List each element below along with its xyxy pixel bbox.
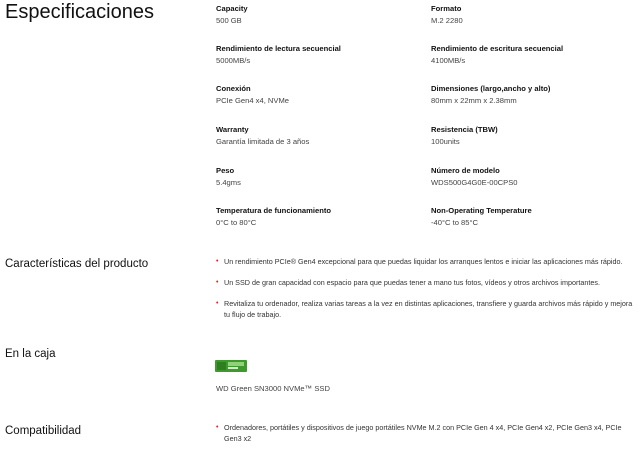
spec-value: WDS500G4G0E-00CPS0	[431, 178, 518, 187]
spec-item-modelo	[431, 166, 631, 188]
bullet-icon: •	[216, 424, 219, 431]
feature-text: Un rendimiento PCIe® Gen4 excepcional para que puedas liquidar los arranques lentos e iniciar las aplicaciones más rápido.	[224, 257, 623, 266]
compat-title: Compatibilidad	[5, 425, 82, 437]
box-item: WD Green SN3000 NVMe™ SSD	[216, 384, 330, 393]
spec-value: 500 GB	[216, 16, 242, 25]
list-item	[216, 298, 636, 320]
compat-text: Ordenadores, portátiles y dispositivos de juego portátiles NVMe M.2 con PCIe Gen 4 x4, PCIe Gen4 x2, PCIe Gen3 x4, PCIe Gen3 x2	[224, 423, 622, 443]
spec-label: Peso	[216, 166, 235, 175]
spec-value: PCIe Gen4 x4, NVMe	[216, 96, 290, 105]
spec-label: Conexión	[216, 84, 251, 93]
list-item	[216, 422, 636, 444]
spec-item-temp-func	[216, 206, 416, 228]
spec-item-write	[431, 44, 631, 66]
feature-text: Un SSD de gran capacidad con espacio para que puedas tener a mano tus fotos, vídeos y otros archivos importantes.	[224, 278, 600, 287]
spec-value: Garantía limitada de 3 años	[216, 137, 310, 146]
list-item	[216, 277, 636, 288]
spec-value: 5000MB/s	[216, 56, 251, 65]
spec-label: Dimensiones (largo,ancho y alto)	[431, 84, 551, 93]
bullet-icon: •	[216, 258, 219, 265]
spec-label: Formato	[431, 4, 462, 13]
spec-item-tbw	[431, 125, 631, 147]
spec-value: 5.4gms	[216, 178, 241, 187]
spec-item-conexion	[216, 84, 416, 106]
box-title: En la caja	[5, 348, 56, 360]
spec-label: Warranty	[216, 125, 249, 134]
spec-item-peso	[216, 166, 416, 188]
spec-item-read	[216, 44, 416, 66]
spec-value: -40°C to 85°C	[431, 218, 479, 227]
spec-value: 4100MB/s	[431, 56, 466, 65]
spec-value: 80mm x 22mm x 2.38mm	[431, 96, 517, 105]
spec-label: Rendimiento de lectura secuencial	[216, 44, 341, 53]
spec-label: Rendimiento de escritura secuencial	[431, 44, 564, 53]
spec-item-capacity	[216, 4, 416, 26]
spec-item-dimensiones	[431, 84, 631, 106]
ssd-product-image	[215, 357, 247, 375]
compat-list	[216, 422, 636, 454]
spec-label: Non-Operating Temperature	[431, 206, 532, 215]
spec-item-formato	[431, 4, 631, 26]
feature-text: Revitaliza tu ordenador, realiza varias tareas a la vez en distintas aplicaciones, transfiere y guarda archivos más rápido y mejora tu flujo de trabajo.	[224, 299, 633, 319]
page-title: Especificaciones	[5, 1, 154, 23]
features-list	[216, 256, 636, 330]
spec-value: 0°C to 80°C	[216, 218, 257, 227]
spec-item-warranty	[216, 125, 416, 147]
spec-value: M.2 2280	[431, 16, 463, 25]
spec-label: Resistencia (TBW)	[431, 125, 498, 134]
features-title: Características del producto	[5, 258, 149, 270]
spec-item-temp-nonop	[431, 206, 631, 228]
spec-value: 100units	[431, 137, 460, 146]
bullet-icon: •	[216, 279, 219, 286]
bullet-icon: •	[216, 300, 219, 307]
spec-label: Temperatura de funcionamiento	[216, 206, 332, 215]
spec-label: Número de modelo	[431, 166, 500, 175]
list-item	[216, 256, 636, 267]
spec-label: Capacity	[216, 4, 248, 13]
